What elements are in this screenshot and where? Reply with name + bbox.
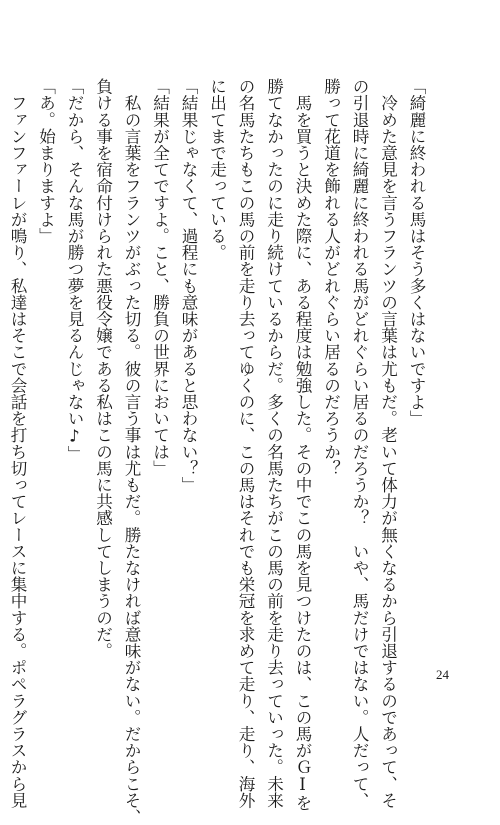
- text-line: 勝てなかったのに走り続けているからだ。多くの名馬たちがこの馬の前を走り去っていった。未来: [264, 78, 284, 809]
- text-line: 「あ。始まりますよ」: [36, 78, 56, 244]
- text-line: [0, 78, 3, 638]
- text-line: の引退時に綺麗に終われる馬がどれぐらい居るのだろうか？ いや、馬だけではない。人だって、: [350, 78, 369, 809]
- text-line: の名馬たちもこの馬の前を走り去ってゆくのに、この馬はそれでも栄冠を求めて走り、走り、海外: [236, 78, 255, 809]
- page-number: 24: [436, 667, 449, 682]
- text-line: ファンファーレが鳴り、私達はそこで会話を打ち切ってレースに集中する。ポペラグラスから見: [8, 78, 27, 809]
- text-line: 馬を買うと決めた際に、ある程度は勉強した。その中でこの馬を見つけたのは、この馬がＧⅠを: [293, 78, 312, 811]
- text-line: 「だから、そんな馬が勝つ夢を見るんじゃない♪」: [65, 78, 84, 463]
- text-line: 「結果じゃなくて、過程にも意味があると思わない？」: [179, 78, 198, 493]
- text-line: 「結果が全てですよ。こと、勝負の世界においては」: [150, 78, 170, 477]
- vertical-text-body: [0, 78, 430, 825]
- text-line: に出てまで走っている。: [207, 78, 227, 261]
- text-line: 「綺麗に終われる馬はそう多くはないですよ」: [407, 78, 426, 427]
- text-line: 冷めた意見を言うフランツの言葉は尤もだ。老いて体力が無くなるから引退するのであって、そ: [378, 78, 398, 809]
- text-line: 勝って花道を飾れる人がどれぐらい居るのだろうか？: [321, 78, 341, 477]
- text-line: 負ける事を宿命付けられた悪役令嬢である私はこの馬に共感してしまうのだ。: [93, 78, 113, 659]
- text-line: 私の言葉をフランツがぶった切る。彼の言う事は尤もだ。勝たなければ意味がない。だからこそ、: [122, 78, 141, 825]
